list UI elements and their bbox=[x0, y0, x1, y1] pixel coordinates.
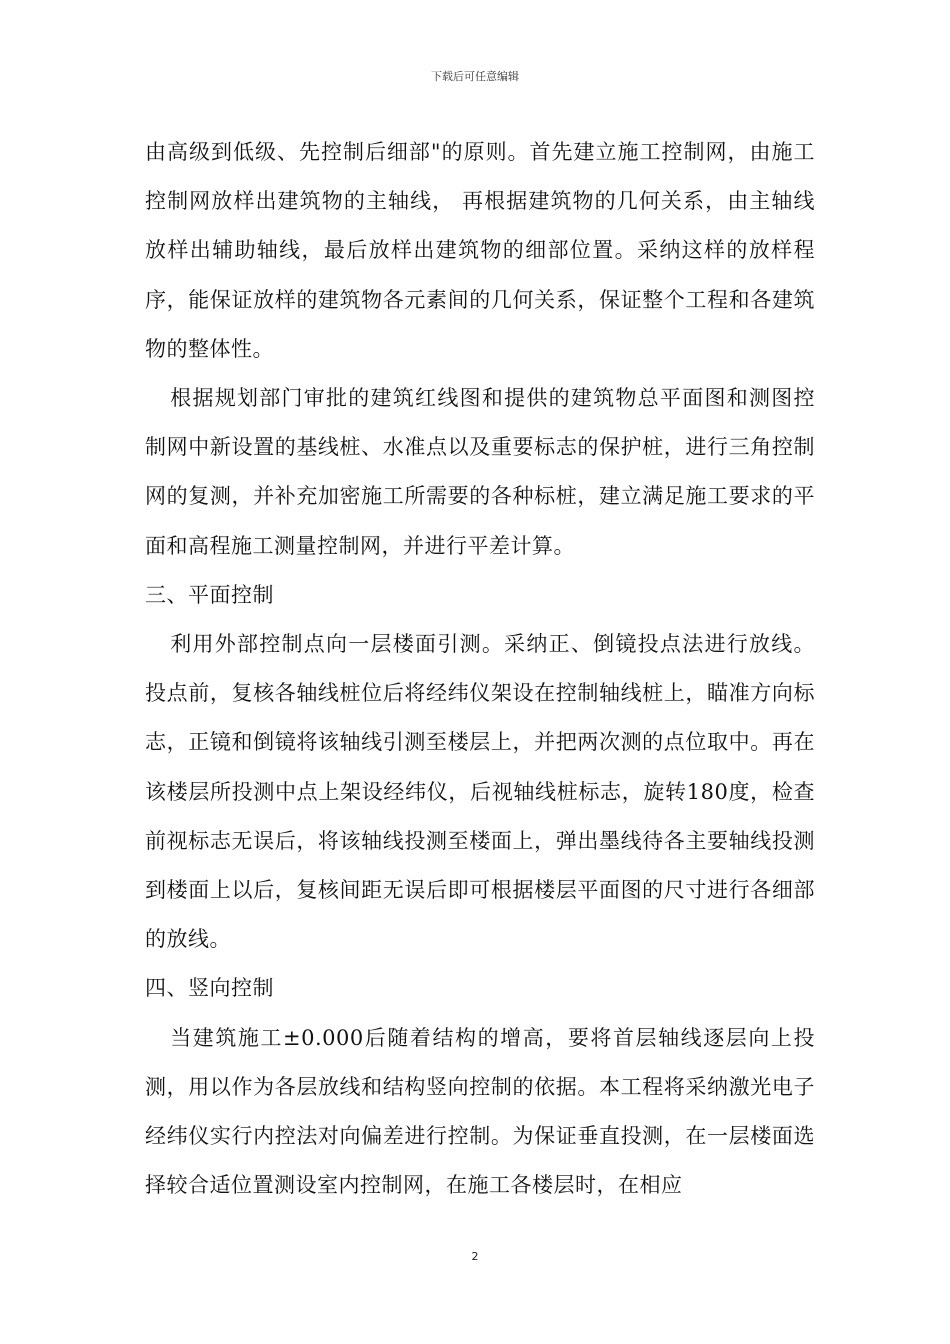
paragraph-plane-control: 利用外部控制点向一层楼面引测。采纳正、倒镜投点法进行放线。投点前，复核各轴线桩位后将经纬仪架设在控制轴线桩上，瞄准方向标志，正镜和倒镜将该轴线引测至楼层上，并把两次测的点位取中。再在该楼层所投测中点上架设经纬仪，后视轴线桩标志，旋转180度，检查前视标志无误后，将该轴线投测至楼面上，弹出墨线待各主要轴线投测到楼面上以后，复核间距无误后即可根据楼层平面图的尺寸进行各细部的放线。 bbox=[145, 632, 815, 952]
section-heading-vertical-control: 四、竖向控制 bbox=[145, 976, 274, 1001]
document-body bbox=[145, 128, 815, 1210]
section-heading-plane-control: 三、平面控制 bbox=[145, 582, 274, 607]
page-header: 下载后可任意编辑 bbox=[431, 70, 519, 83]
paragraph-control-network: 根据规划部门审批的建筑红线图和提供的建筑物总平面图和测图控制网中新设置的基线桩、水准点以及重要标志的保护桩，进行三角控制网的复测，并补充加密施工所需要的各种标桩，建立满足施工要求的平面和高程施工测量控制网，并进行平差计算。 bbox=[145, 386, 815, 558]
page-number: 2 bbox=[471, 1250, 479, 1263]
paragraph-vertical-control: 当建筑施工±0.000后随着结构的增高，要将首层轴线逐层向上投测，用以作为各层放线和结构竖向控制的依据。本工程将采纳激光电子经纬仪实行内控法对向偏差进行控制。为保证垂直投测，在一层楼面选择较合适位置测设室内控制网，在施工各楼层时，在相应 bbox=[145, 1025, 815, 1198]
paragraph-principle: 由高级到低级、先控制后细部"的原则。首先建立施工控制网，由施工控制网放样出建筑物的主轴线， 再根据建筑物的几何关系，由主轴线放样出辅助轴线，最后放样出建筑物的细部位置。采纳这样的放样程序，能保证放样的建筑物各元素间的几何关系，保证整个工程和各建筑物的整体性。 bbox=[145, 140, 815, 361]
